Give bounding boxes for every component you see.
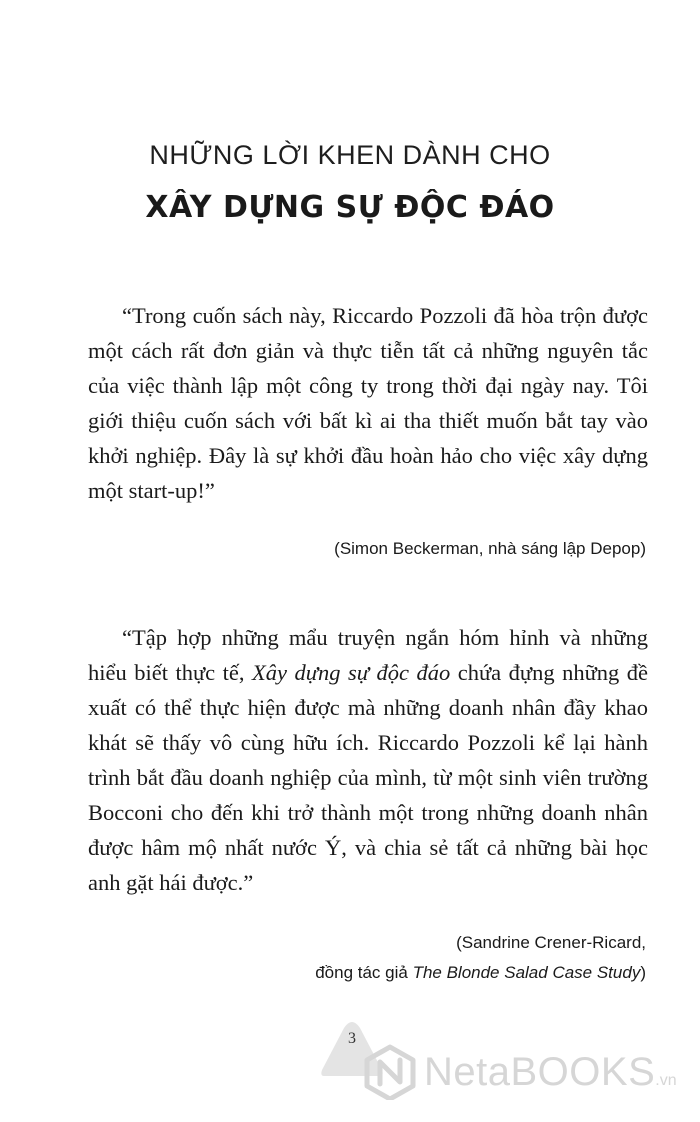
quote-1-attribution: (Simon Beckerman, nhà sáng lập Depop) [334,539,646,558]
netabooks-watermark [362,1044,692,1104]
netabooks-logo-icon [362,1044,418,1100]
quote-2-book-title: Xây dựng sự độc đáo [252,660,451,685]
attribution-case-study-title: The Blonde Salad Case Study [412,963,641,982]
quote-2-text-end: chứa đựng những đề xuất có thể thực hiện được mà những doanh nhân đầy khao khát sẽ thấy vô cùng hữu ích. Riccardo Pozzoli kể lại hành trình bắt đầu doanh nghiệp của mình, từ một sinh viên trường Bocconi cho đến khi trở thành một trong những doanh nhân được hâm mộ nhất nước Ý, và chia sẻ tất cả những bài học anh gặt hái được.” [88,660,648,895]
book-title-heading: XÂY DỰNG SỰ ĐỘC ĐÁO [145,190,555,225]
quote-2-attribution-role [315,958,646,988]
quote-2-attribution [315,928,646,988]
quote-1 [88,298,648,508]
quote-2 [88,620,648,900]
watermark-suffix: .vn [655,1072,677,1089]
attribution-role-prefix: đồng tác giả [315,963,413,982]
netabooks-logo-text [424,1050,677,1095]
attribution-role-suffix: ) [640,963,646,982]
section-heading: NHỮNG LỜI KHEN DÀNH CHO [149,140,551,170]
watermark-brand: NetaBOOKS [424,1050,656,1094]
page-number: 3 [348,1030,356,1047]
quote-2-attribution-name: (Sandrine Crener-Ricard, [456,933,646,952]
quote-2-text-start: “Tập hợp những mẩu truyện ngắn hóm hỉnh và những hiểu biết thực tế, [88,625,648,685]
quote-1-text: “Trong cuốn sách này, Riccardo Pozzoli đã hòa trộn được một cách rất đơn giản và thực tiễn tất cả những nguyên tắc của việc thành lập một công ty trong thời đại ngày nay. Tôi giới thiệu cuốn sách với bất kì ai tha thiết muốn bắt tay vào khởi nghiệp. Đây là sự khởi đầu hoàn hảo cho việc xây dựng một start-up!” [88,303,648,503]
